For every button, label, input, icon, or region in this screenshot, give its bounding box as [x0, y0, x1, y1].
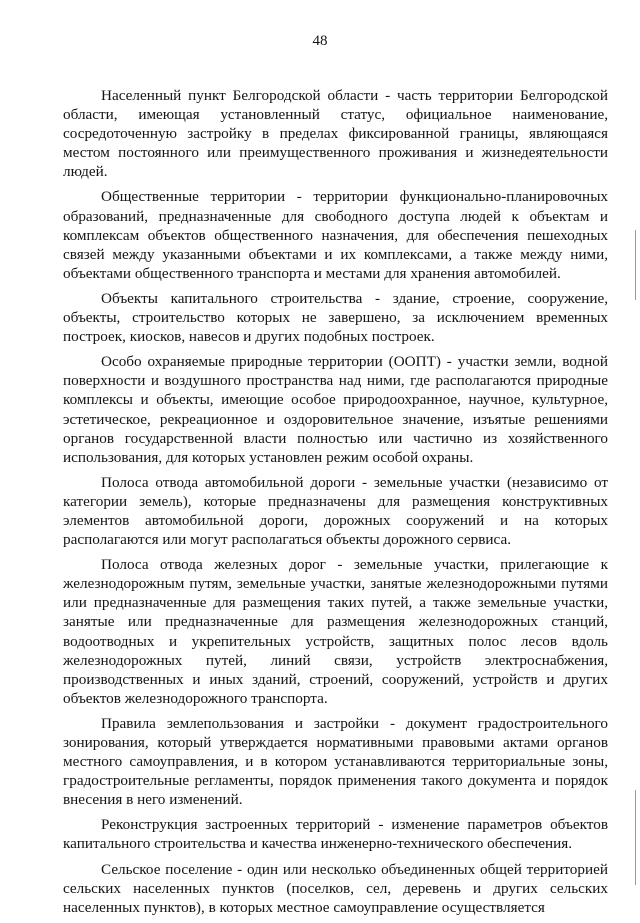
definition-paragraph: Особо охраняемые природные территории (ООПТ) - участки земли, водной поверхности и воздушного пространства над ними, где располагаются природные комплексы и объекты, имеющие особое природоохранное, научное, культурное, эстетическое, рекреационное и оздоровительное значение, изъятые решениями органов государственной власти полностью или частично из хозяйственного использования, для которых установлен режим особой охраны. — [63, 353, 608, 466]
definition-paragraph: Правила землепользования и застройки - документ градостроительного зонирования, который утверждается нормативными правовыми актами органов местного самоуправления, и в котором устанавливаются территориальные зоны, градостроительные регламенты, порядок применения такого документа и порядок внесения в него изменений. — [63, 714, 608, 809]
definition-paragraph: Общественные территории - территории функционально-планировочных образований, предназначенные для свободного доступа людей к объектам и комплексам объектов общественного назначения, для обеспечения пешеходных связей между указанными объектами и их комплексами, а также между ними, объектами общественного транспорта и местами для хранения автомобилей. — [63, 188, 608, 282]
definition-paragraph: Населенный пункт Белгородской области - часть территории Белгородской области, имеющая установленный статус, официальное наименование, сосредоточенную застройку в пределах фиксированной границы, являющаяся местом постоянного или преимущественного проживания и жизнедеятельности людей. — [63, 87, 608, 181]
definition-paragraph: Реконструкция застроенных территорий - изменение параметров объектов капитального строительства и качества инженерно-технического обеспечения. — [63, 816, 608, 853]
definition-paragraph: Сельское поселение - один или несколько объединенных общей территорией сельских населенных пунктов (поселков, сел, деревень и других сельских населенных пунктов), в которых местное самоуправление осуществляется — [63, 860, 608, 916]
definition-paragraph: Полоса отвода автомобильной дороги - земельные участки (независимо от категории земель), которые предназначены для размещения конструктивных элементов автомобильной дороги, дорожных сооружений и на которых располагаются или могут располагаться объекты дорожного сервиса. — [63, 473, 608, 549]
page-number: 48 — [312, 33, 328, 49]
scan-edge-line — [635, 790, 636, 885]
body-text — [63, 86, 608, 923]
definition-paragraph: Объекты капитального строительства - здание, строение, сооружение, объекты, строительство которых не завершено, за исключением временных построек, киосков, навесов и других подобных построек. — [63, 289, 608, 346]
scan-edge-line — [635, 230, 636, 300]
definition-paragraph: Полоса отвода железных дорог - земельные участки, прилегающие к железнодорожным путям, земельные участки, занятые железнодорожными путями или предназначенные для размещения таких путей, а также земельные участки, занятые или предназначенные для размещения железнодорожных станций, водоотводных и укрепительных устройств, защитных полос лесов вдоль железнодорожных путей, линий связи, устройств электроснабжения, производственных и иных зданий, строений, сооружений, устройств и других объектов железнодорожного транспорта. — [63, 556, 608, 707]
